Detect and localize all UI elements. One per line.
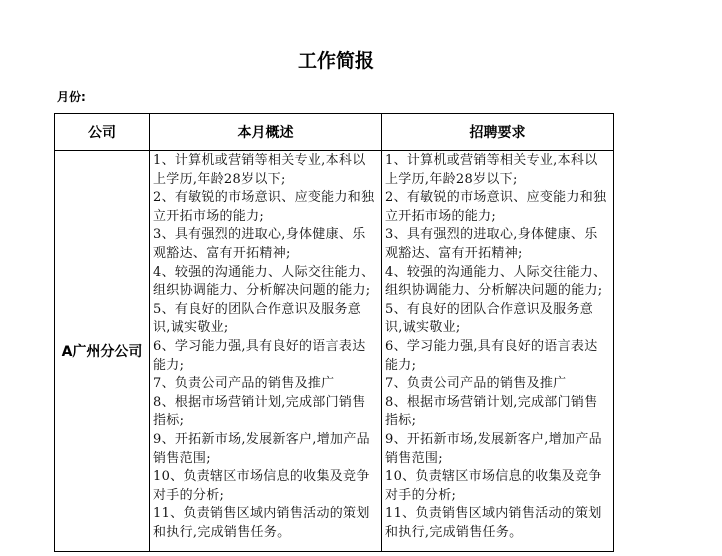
table-row — [55, 151, 614, 552]
recruit-line: 2、有敏锐的市场意识、应变能力和独立开拓市场的能力; — [385, 190, 607, 224]
summary-line: 9、开拓新市场,发展新客户,增加产品销售范围; — [153, 431, 370, 466]
report-table — [54, 113, 614, 552]
summary-line: 7、负责公司产品的销售及推广 — [153, 376, 335, 392]
summary-cell — [150, 151, 382, 552]
summary-line: 11、负责销售区域内销售活动的策划和执行,完成销售任务。 — [153, 506, 370, 540]
summary-line: 10、负责辖区市场信息的收集及竞争对手的分析; — [153, 469, 370, 503]
summary-line: 8、根据市场营销计划,完成部门销售指标; — [153, 394, 366, 429]
recruit-line: 4、较强的沟通能力、人际交往能力、组织协调能力、分析解决问题的能力; — [385, 264, 607, 299]
header-summary: 本月概述 — [150, 114, 382, 151]
recruit-line: 9、开拓新市场,发展新客户,增加产品销售范围; — [385, 431, 602, 466]
summary-line: 5、有良好的团队合作意识及服务意识,诚实敬业; — [153, 301, 362, 336]
recruit-cell — [382, 151, 614, 552]
recruit-line: 7、负责公司产品的销售及推广 — [385, 376, 567, 392]
recruit-line: 6、学习能力强,具有良好的语言表达能力; — [385, 338, 598, 373]
summary-line: 6、学习能力强,具有良好的语言表达能力; — [153, 338, 366, 373]
summary-line: 3、具有强烈的进取心,身体健康、乐观豁达、富有开拓精神; — [153, 227, 366, 261]
recruit-line: 5、有良好的团队合作意识及服务意识,诚实敬业; — [385, 301, 594, 336]
recruit-line: 8、根据市场营销计划,完成部门销售指标; — [385, 394, 598, 429]
recruit-line: 1、计算机或营销等相关专业,本科以上学历,年龄28岁以下; — [385, 153, 598, 187]
summary-line: 4、较强的沟通能力、人际交往能力、组织协调能力、分析解决问题的能力; — [153, 264, 375, 299]
recruit-line: 11、负责销售区域内销售活动的策划和执行,完成销售任务。 — [385, 506, 602, 540]
header-recruit: 招聘要求 — [382, 114, 614, 151]
page-title: 工作简报 — [297, 50, 374, 72]
summary-line: 1、计算机或营销等相关专业,本科以上学历,年龄28岁以下; — [153, 153, 366, 187]
summary-line: 2、有敏锐的市场意识、应变能力和独立开拓市场的能力; — [153, 190, 375, 224]
table-header-row — [55, 114, 614, 151]
recruit-line: 3、具有强烈的进取心,身体健康、乐观豁达、富有开拓精神; — [385, 227, 598, 261]
header-company: 公司 — [55, 114, 150, 151]
company-cell: A广州分公司 — [55, 151, 150, 552]
recruit-line: 10、负责辖区市场信息的收集及竞争对手的分析; — [385, 469, 602, 503]
month-label: 月份: — [57, 90, 86, 104]
